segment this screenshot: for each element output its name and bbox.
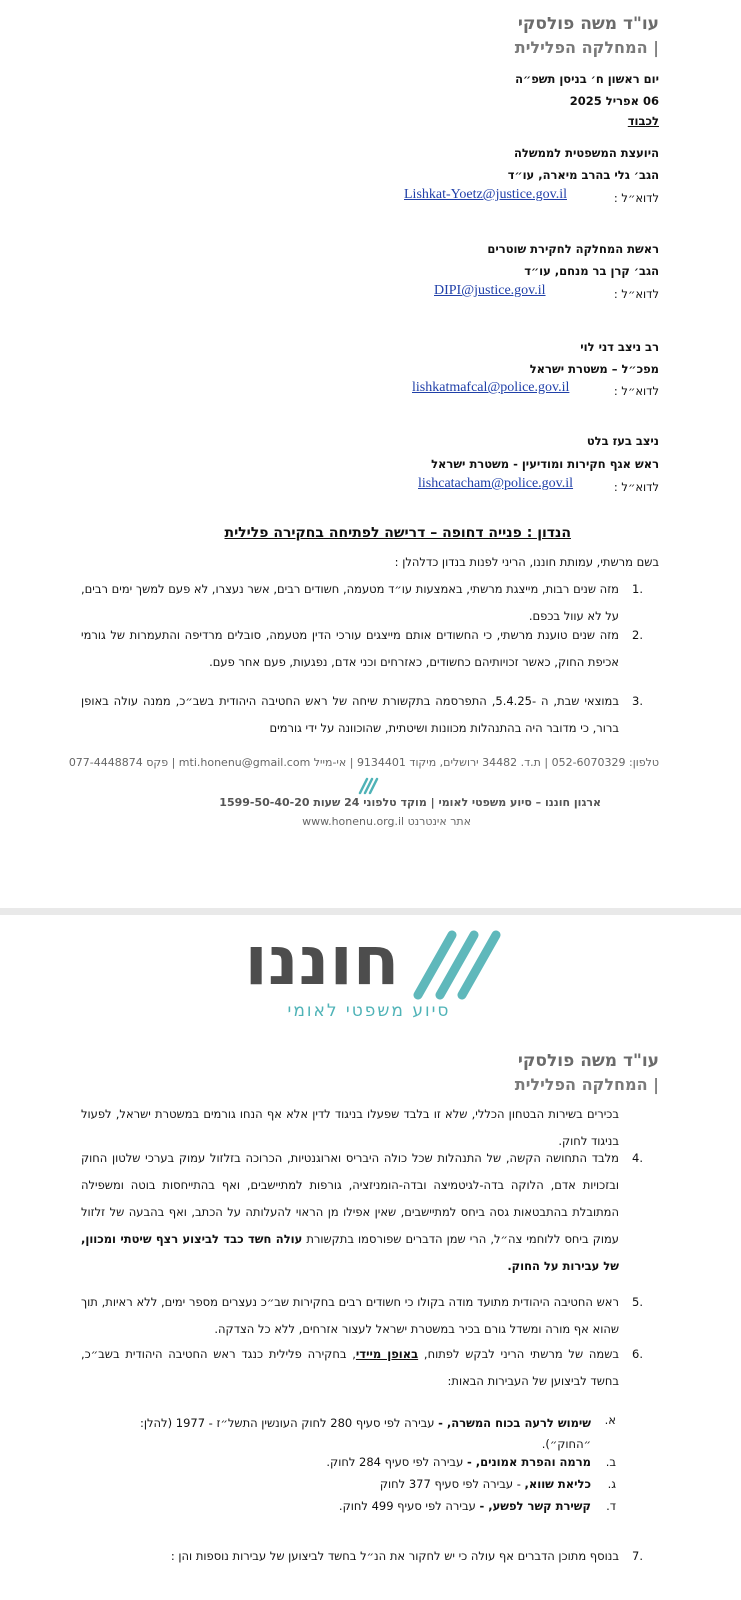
lawyer-name: עו"ד משה פולסקי [517,14,659,34]
honenu-small-logo-icon [358,775,380,795]
offense-2-letter: ב. [605,1455,616,1469]
item-1-number: 1. [632,582,643,596]
recipient-1-email[interactable]: Lishkat-Yoetz@justice.gov.il [404,187,567,202]
item-6-number: 6. [632,1347,643,1361]
item-7-text: בנוסף מתוכן הדברים אף עולה כי יש לחקור את הנ״ל בחשד לביצוען של עבירות נוספות והן : [170,1549,619,1563]
offense-1-text [91,1413,591,1455]
page-separator [0,908,741,915]
footer-website-line[interactable]: אתר אינטרנט www.honenu.org.il [302,815,471,828]
item-7-number: 7. [632,1549,643,1563]
recipient-2-email-label: לדוא״ל : [613,287,659,301]
offense-4-name: קשירת קשר לפשע, - [479,1499,591,1513]
honenu-logo-stripes-icon [412,929,512,1001]
item-4-body: מלבד התחושה הקשה, של התנהלות שכל כולה היבריס וארוגנטיות, הכרוכה בזלזול עמוק בערכי שלטון החוק ובזכויות אדם, הלוקה בדה-לגיטמיצה ובדה-הומניזציה, גורפות למתיישבים, ואף בהתייחסות בוטה ומשפילה המתובלת בהתבטאות גסה ביחס למתיישבים, שאין אפילו מן הראוי להעלותה על הכתב, ואף בהבעה של זלזול עמוק ביחס ללוחמי צה״ל, הרי שמן הדברים שפורסמו בתקשורת [81,1151,619,1246]
recipient-4-title: ניצב בעז בלט [586,434,659,448]
recipient-4-email[interactable]: lishcatacham@police.gov.il [418,476,574,491]
offense-2-name: מרמה והפרת אמונים, - [466,1455,591,1469]
item-2-text: מזה שנים טוענת מרשתי, כי החשודים אותם מייצגים עורכי הדין מטעמה, סובלים מרדיפה והתעמרות של גורמי אכיפת החוק, כאשר זכויותיהם כחשודים, כאזרחים וכני אדם, נפגעות, פעם אחר פעם. [81,628,619,669]
offense-4-letter: ד. [606,1499,616,1513]
item-3-number: 3. [632,694,643,708]
offense-4-law: עבירה לפי סעיף 499 לחוק. [338,1499,480,1513]
offense-2-text [91,1455,591,1469]
recipient-3-email-label: לדוא״ל : [613,384,659,398]
offense-3-name: כליאת שווא, [524,1477,591,1491]
footer-org-line: ארגון חוננו – סיוע משפטי לאומי | מוקד טלפוני 24 שעות 1599-50-40-20 [219,796,601,809]
offense-3-law: - עבירה לפי סעיף 377 לחוק [379,1477,525,1491]
recipient-1-email-label: לדוא״ל : [613,191,659,205]
recipient-3-email[interactable]: lishkatmafcal@police.gov.il [412,380,570,395]
item-2-number: 2. [632,628,643,642]
recipient-3-name: מפכ״ל – משטרת ישראל [529,362,659,376]
recipient-2-title: ראשת המחלקה לחקירת שוטרים [487,242,659,256]
recipient-2-name: הגב׳ קרן בר מנחם, עו״ד [524,264,659,278]
item-4-text [81,1145,619,1280]
to-label: לכבוד [627,114,659,128]
offense-4-text [91,1499,591,1513]
item-6-pre: בשמה של מרשתי הריני לבקש לפתוח, [423,1347,620,1361]
gregorian-date: 06 אפריל 2025 [569,94,659,108]
recipient-2-email[interactable]: DIPI@justice.gov.il [434,283,546,298]
footer-contact-line: טלפון: 052-6070329 | ת.ד. 34482 ירושלים, מיקוד 9134401 | אי-מייל mti.honenu@gmail.com | פקס 077-4448874 [68,756,659,769]
item-4-number: 4. [632,1151,643,1165]
recipient-1-title: היועצת המשפטית לממשלה [513,146,659,160]
intro-paragraph: בשם מרשתי, עמותת חוננו, הריני לפנות בנדון כדלהלן : [394,555,659,569]
lawyer-name-page2: עו"ד משה פולסקי [517,1051,659,1071]
hebrew-date: יום ראשון ח׳ בניסן תשפ״ה [515,72,659,86]
item-5-number: 5. [632,1295,643,1309]
offense-2-law: עבירה לפי סעיף 284 לחוק. [326,1455,467,1469]
item-6-bold: באופן מיידי [355,1347,419,1361]
letter-page-2 [0,915,741,1600]
offense-1-letter: א. [604,1413,616,1427]
logo-tagline: סיוע משפטי לאומי [287,1001,451,1021]
honenu-logo [232,922,512,1029]
department-name: | המחלקה הפלילית [514,38,659,57]
department-name-page2: | המחלקה הפלילית [514,1075,659,1094]
item-3-text: במוצאי שבת, ה -5.4.25, התפרסמה בתקשורת שיחה של ראש החטיבה היהודית בשב״כ, ממנה עולה באופן ברור, כי מדובר היה בהתנהלות מכוונות ושיטתית, שהוכוונה על ידי גורמים [81,694,619,735]
item-6-post: , בחקירה פלילית כנגד ראש החטיבה היהודית בשב״כ, בחשד לביצוען של העבירות הבאות: [81,1347,619,1388]
recipient-1-name: הגב׳ גלי בהרב מיארה, עו״ד [507,168,659,182]
recipient-4-email-label: לדוא״ל : [613,480,659,494]
offense-3-letter: ג. [607,1477,616,1491]
logo-wordmark: חוננו [244,922,400,1001]
item-1-text: מזה שנים רבות, מייצגת מרשתי, באמצעות עו״ד מטעמה, חשודים רבים, אשר נעצרו, לא פעם למשך ימים רבים, על לא עוול בכפם. [81,582,619,623]
recipient-4-name: ראש אגף חקירות ומודיעין - משטרת ישראל [431,457,659,471]
offense-3-text [91,1477,591,1491]
item-4-bold: עולה חשד כבד לביצוע רצף שיטתי ומכוון, של עבירות על החוק. [81,1232,619,1273]
recipient-3-title: רב ניצב דני לוי [580,340,659,354]
subject-line: הנדון : פנייה דחופה – דרישה לפתיחה בחקירה פלילית [224,525,571,541]
offense-1-law: עבירה לפי סעיף 280 לחוק העונשין התשל״ז - 1977 (להלן: ״החוק״). [140,1416,591,1451]
item-6-text [81,1341,619,1395]
offense-1-name: שימוש לרעה בכוח המשרה, - [438,1416,591,1430]
item-5-text: ראש החטיבה היהודית מתועד מודה בקולו כי חשודים רבים בחקירות שב״כ נעצרים מספר ימים, ללא ראיות, תוך שהוא אף מורה ומשדל גורם בכיר במשטרת ישראל לעצור אזרחים, ללא כל הצדקה. [81,1295,619,1336]
continuation-paragraph: בכירים בשירות הבטחון הכללי, שלא זו בלבד שפעלו בניגוד לדין אלא אף הנחו גורמים במשטרת ישראל, לפעול בניגוד לחוק. [81,1107,619,1148]
